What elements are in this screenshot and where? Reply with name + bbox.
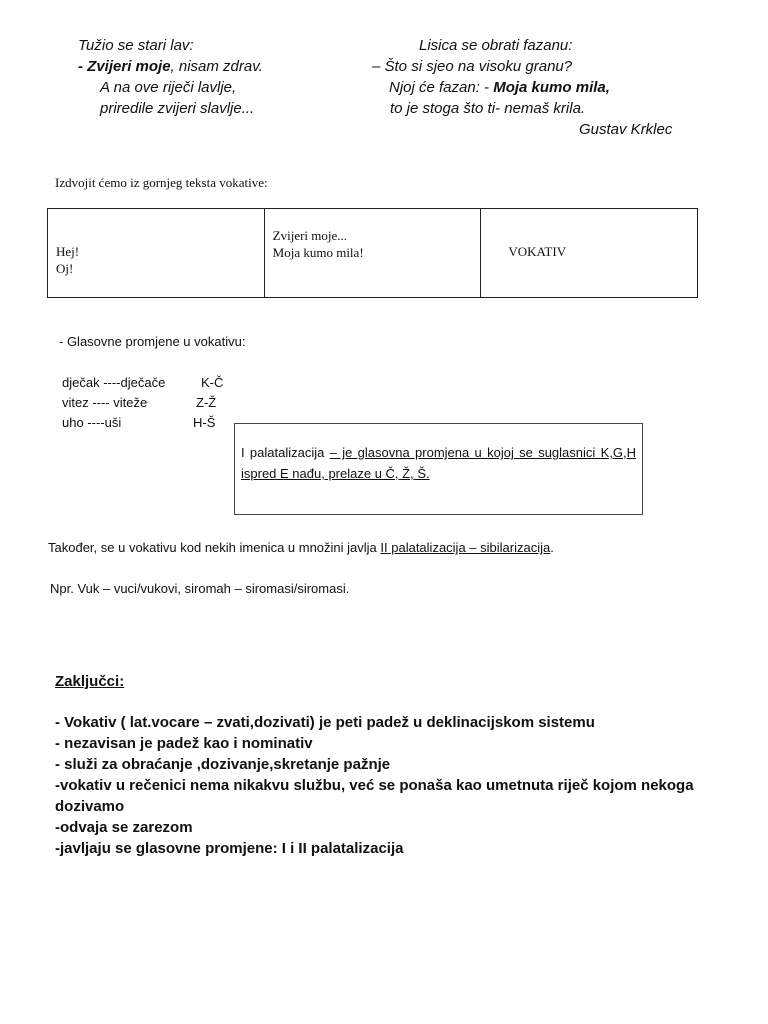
palatalization-definition-box bbox=[234, 423, 643, 515]
poem-author: Gustav Krklec bbox=[579, 121, 673, 138]
change-word: vitez ---- viteže bbox=[62, 395, 148, 410]
conclusion-item: -odvaja se zarezom bbox=[55, 819, 193, 836]
poem-left-vocative: Zvijeri moje bbox=[87, 58, 171, 75]
poem-left bbox=[78, 35, 263, 119]
poem-right-vocative: Moja kumo mila, bbox=[493, 79, 610, 96]
change-row bbox=[62, 413, 232, 433]
table-cell-interjections bbox=[48, 209, 265, 298]
second-palatalization-note bbox=[48, 540, 554, 555]
conclusion-item: - služi za obraćanje ,dozivanje,skretanje pažnje bbox=[55, 756, 391, 773]
poem-right-line-2: – Što si sjeo na visoku granu? bbox=[372, 58, 573, 75]
table-example-1: Zvijeri moje... bbox=[272, 228, 348, 243]
table-cell-label bbox=[481, 209, 698, 298]
note-suffix: . bbox=[550, 540, 554, 555]
poem-right-line-4: to je stoga što ti- nemaš krila. bbox=[390, 100, 586, 117]
table-label-vokativ: VOKATIV bbox=[508, 244, 567, 259]
conclusions-list bbox=[55, 712, 694, 859]
table-interjection-2: Oj! bbox=[56, 261, 74, 276]
poem-left-line-2 bbox=[78, 56, 263, 77]
conclusion-item: - Vokativ ( lat.vocare – zvati,dozivati) je peti padež u deklinacijskom sistemu bbox=[55, 714, 595, 731]
poem-left-line-2-rest: , nisam zdrav. bbox=[170, 58, 263, 75]
change-word: dječak ----dječače bbox=[62, 375, 166, 390]
poem-right-line-3 bbox=[372, 77, 672, 98]
poem-right bbox=[372, 35, 672, 140]
definition-term: I palatalizacija bbox=[241, 445, 330, 460]
note-prefix: Također, se u vokativu kod nekih imenica u množini javlja bbox=[48, 540, 381, 555]
conclusion-item: dozivamo bbox=[55, 798, 125, 815]
poem-left-line-3: A na ove riječi lavlje, bbox=[100, 79, 237, 96]
change-word: uho ----uši bbox=[62, 415, 122, 430]
conclusions-title: Zaključci: bbox=[55, 673, 125, 690]
note-term: II palatalizacija – sibilarizacija bbox=[380, 540, 551, 555]
poem-left-line-1: Tužio se stari lav: bbox=[78, 37, 194, 54]
conclusion-item: -javljaju se glasovne promjene: I i II palatalizacija bbox=[55, 840, 404, 857]
table-example-2: Moja kumo mila! bbox=[272, 245, 364, 260]
change-letters: H-Š bbox=[193, 415, 216, 430]
change-letters: K-Č bbox=[201, 375, 224, 390]
example-line: Npr. Vuk – vuci/vukovi, siromah – siromasi/siromasi. bbox=[50, 581, 350, 596]
poem-right-line-3-prefix: Njoj će fazan: - bbox=[389, 79, 494, 96]
poem-left-line-2-prefix: - bbox=[78, 58, 88, 75]
table-interjection-1: Hej! bbox=[56, 244, 80, 259]
conclusion-item: -vokativ u rečenici nema nikakvu službu, već se ponaša kao umetnuta riječ kojom nekoga bbox=[55, 777, 694, 794]
changes-list bbox=[62, 373, 232, 433]
vocative-table bbox=[47, 208, 698, 298]
table-cell-examples bbox=[264, 209, 481, 298]
change-row bbox=[62, 373, 232, 393]
change-row bbox=[62, 393, 232, 413]
intro-text: Izdvojit ćemo iz gornjeg teksta vokative: bbox=[55, 175, 268, 190]
poem-left-line-4: priredile zvijeri slavlje... bbox=[100, 100, 255, 117]
poem-right-line-1: Lisica se obrati fazanu: bbox=[419, 37, 573, 54]
definition-text: – je glasovna promjena u kojoj se suglasnici K,G,H ispred E nađu, prelaze u Č, Ž, Š. bbox=[241, 445, 636, 481]
conclusion-item: - nezavisan je padež kao i nominativ bbox=[55, 735, 313, 752]
changes-title: - Glasovne promjene u vokativu: bbox=[59, 334, 246, 349]
change-letters: Z-Ž bbox=[196, 395, 217, 410]
